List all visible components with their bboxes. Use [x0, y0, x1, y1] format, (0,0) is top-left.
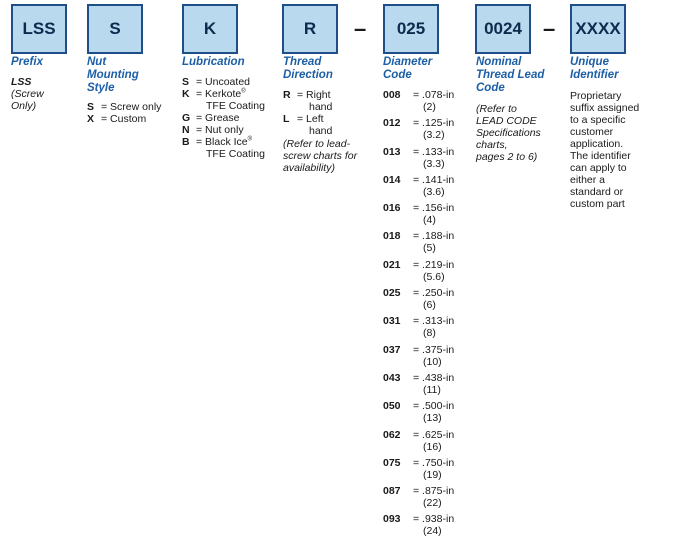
lube-option-label: = Uncoated — [196, 76, 250, 88]
nut-option-label: = Custom — [101, 113, 147, 125]
diameter-row — [383, 372, 473, 396]
nut-option-label: = Screw only — [101, 101, 162, 113]
thread-option-code: R — [283, 89, 291, 101]
diameter-inch: = .500-in — [413, 400, 455, 413]
diameter-inch: = .141-in — [413, 173, 455, 186]
diameter-mm: (11) — [423, 383, 441, 396]
prefix-code: LSS — [11, 76, 32, 88]
diameter-inch: = .438-in — [413, 371, 455, 384]
diameter-mm: (3.3) — [423, 157, 445, 170]
diameter-heading: Diameter Code — [383, 56, 433, 81]
diameter-row — [383, 117, 473, 141]
thread-direction-heading: Thread Direction — [283, 56, 333, 81]
lube-option-label: = Kerkote — [196, 88, 242, 100]
diameter-inch: = .250-in — [413, 287, 455, 300]
diameter-mm: (5) — [423, 242, 436, 255]
diameter-code: 018 — [383, 230, 401, 243]
thread-direction-column — [283, 56, 375, 174]
diameter-mm: (3.6) — [423, 185, 445, 198]
prefix-heading: Prefix — [11, 56, 43, 68]
diameter-code: 016 — [383, 202, 401, 215]
nut-option-code: S — [87, 101, 95, 113]
lube-option-label-2: TFE Coating — [206, 148, 265, 160]
prefix-note: (Screw Only) — [11, 88, 44, 112]
diameter-row — [383, 287, 473, 311]
diameter-row — [383, 174, 473, 198]
diameter-list — [383, 89, 473, 537]
diameter-inch: = .078-in — [413, 89, 455, 101]
diameter-code: 062 — [383, 428, 401, 441]
diameter-row — [383, 146, 473, 170]
thread-note: (Refer to lead- screw charts for availability) — [283, 138, 358, 174]
diameter-row — [383, 344, 473, 368]
diameter-mm: (6) — [423, 299, 436, 312]
diameter-column — [383, 56, 473, 542]
diameter-code: 037 — [383, 343, 401, 356]
lube-option-code: N — [182, 124, 190, 136]
unique-id-note: Proprietary suffix assigned to a specific customer application. The identifier can apply to either a standard or custom part — [570, 90, 640, 210]
nut-style-box: S — [87, 4, 143, 54]
diameter-code: 013 — [383, 145, 401, 158]
registered-mark: ® — [241, 88, 246, 95]
unique-id-box: XXXX — [570, 4, 626, 54]
diameter-mm: (8) — [423, 327, 436, 340]
diameter-row — [383, 315, 473, 339]
diameter-row — [383, 429, 473, 453]
diameter-mm: (22) — [423, 497, 442, 510]
diameter-mm: (5.6) — [423, 270, 445, 283]
thread-option-label-2: hand — [309, 101, 333, 113]
diameter-code: 087 — [383, 485, 401, 498]
diameter-code: 050 — [383, 400, 401, 413]
diameter-mm: (3.2) — [423, 129, 445, 142]
diameter-row — [383, 230, 473, 254]
lubrication-column — [182, 56, 280, 160]
diameter-mm: (10) — [423, 355, 442, 368]
lube-option-row — [182, 124, 280, 136]
diameter-inch: = .875-in — [413, 485, 455, 498]
lubrication-box: K — [182, 4, 238, 54]
diameter-inch: = .375-in — [413, 343, 455, 356]
diameter-row — [383, 400, 473, 424]
nut-option-code: X — [87, 113, 95, 125]
lead-code-note: (Refer to LEAD CODE Specifications charts, pages 2 to 6) — [476, 103, 541, 163]
thread-direction-box: R — [282, 4, 338, 54]
diameter-inch: = .156-in — [413, 202, 455, 215]
diameter-row — [383, 89, 473, 113]
diameter-code: 014 — [383, 173, 401, 186]
diameter-code: 075 — [383, 456, 401, 469]
diameter-box: 025 — [383, 4, 439, 54]
unique-id-heading: Unique Identifier — [570, 56, 619, 81]
lube-option-row — [182, 76, 280, 88]
diameter-mm: (24) — [423, 525, 442, 538]
lube-option-code: B — [182, 136, 190, 148]
diameter-inch: = .125-in — [413, 117, 455, 130]
lube-option-label: = Grease — [196, 112, 240, 124]
lube-option-row — [182, 112, 280, 124]
diameter-mm: (2) — [423, 101, 436, 113]
diameter-code: 012 — [383, 117, 401, 130]
diameter-code: 021 — [383, 258, 401, 271]
nut-option-row — [87, 113, 179, 125]
lead-code-column — [476, 56, 566, 163]
thread-option-label-2: hand — [309, 125, 333, 137]
lube-option-code: K — [182, 88, 190, 100]
lube-option-row — [182, 136, 280, 160]
thread-option-row — [283, 113, 375, 137]
diameter-mm: (4) — [423, 214, 436, 227]
nut-option-row — [87, 101, 179, 113]
lead-code-heading: Nominal Thread Lead Code — [476, 56, 545, 94]
lube-option-code: S — [182, 76, 190, 88]
diameter-mm: (19) — [423, 468, 442, 481]
diameter-inch: = .750-in — [413, 456, 455, 469]
diameter-row — [383, 457, 473, 481]
thread-option-row — [283, 89, 375, 113]
dash-separator-2: – — [543, 16, 556, 41]
lead-code-box: 0024 — [475, 4, 531, 54]
lube-option-label-2: TFE Coating — [206, 100, 265, 112]
unique-id-column — [570, 56, 670, 210]
diameter-inch: = .219-in — [413, 258, 455, 271]
diameter-row — [383, 485, 473, 509]
diameter-mm: (16) — [423, 440, 442, 453]
diameter-code: 025 — [383, 287, 401, 300]
diameter-mm: (13) — [423, 412, 442, 425]
thread-option-code: L — [283, 113, 290, 125]
nut-mounting-column — [87, 56, 179, 125]
diameter-inch: = .625-in — [413, 428, 455, 441]
lube-option-row — [182, 88, 280, 112]
diameter-inch: = .313-in — [413, 315, 455, 328]
diameter-inch: = .133-in — [413, 145, 455, 158]
diameter-row — [383, 513, 473, 537]
diameter-row — [383, 202, 473, 226]
thread-option-label: = Right — [297, 89, 331, 101]
prefix-column — [11, 56, 81, 112]
diameter-row — [383, 259, 473, 283]
diameter-inch: = .938-in — [413, 513, 455, 526]
registered-mark: ® — [247, 136, 253, 143]
diameter-inch: = .188-in — [413, 230, 455, 243]
diameter-code: 043 — [383, 371, 401, 384]
dash-separator-1: – — [354, 16, 367, 41]
diameter-code: 093 — [383, 513, 401, 526]
lube-option-code: G — [182, 112, 191, 124]
lube-option-label: = Black Ice — [196, 136, 248, 148]
diameter-code: 008 — [383, 89, 401, 101]
prefix-box: LSS — [11, 4, 67, 54]
lube-option-label: = Nut only — [196, 124, 244, 136]
nut-mounting-heading: Nut Mounting Style — [87, 56, 139, 94]
lubrication-heading: Lubrication — [182, 56, 245, 68]
diameter-code: 031 — [383, 315, 401, 328]
thread-option-label: = Left — [297, 113, 324, 125]
